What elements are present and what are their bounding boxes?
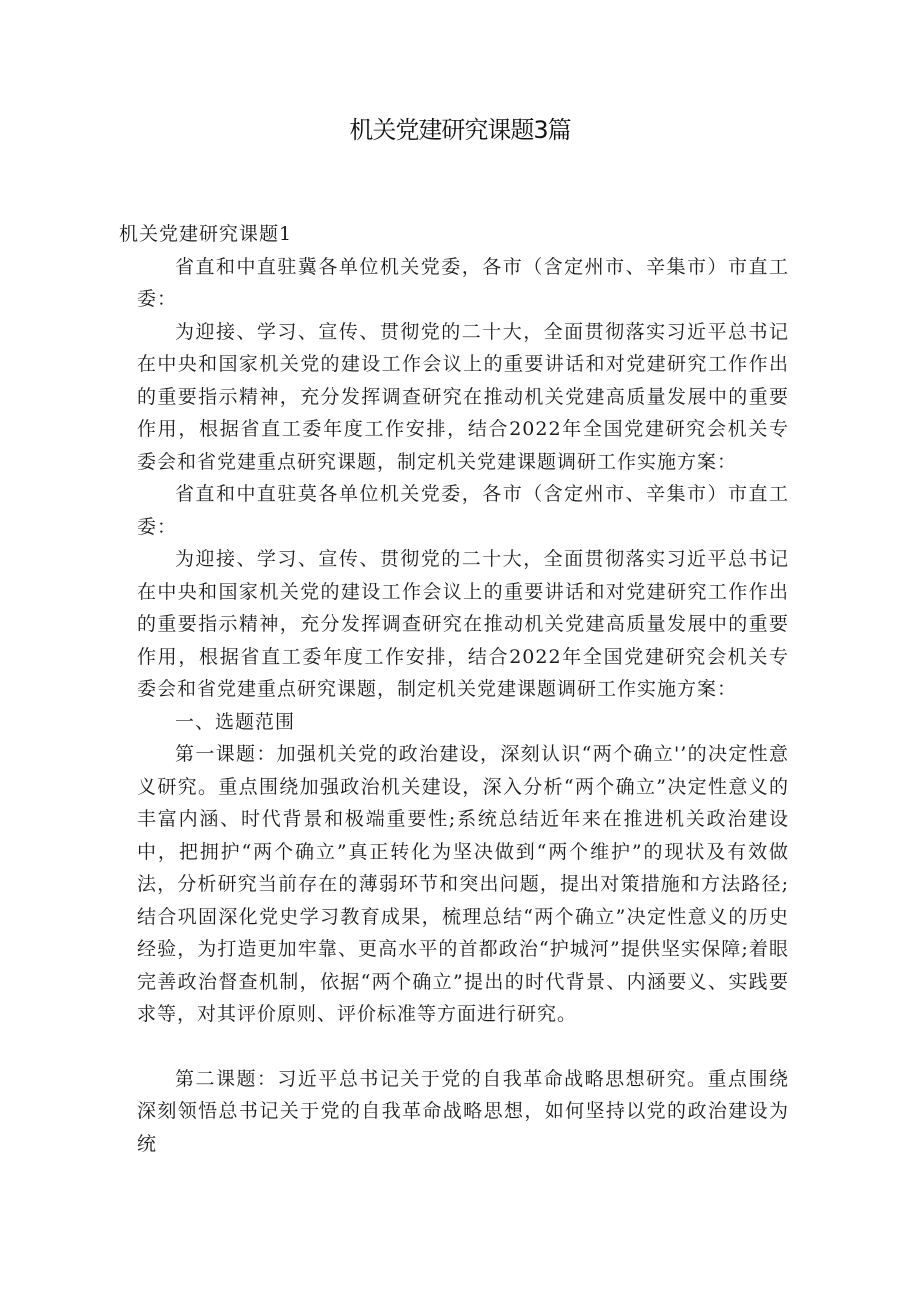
paragraph-addressee-1: 省直和中直驻冀各单位机关党委，各市（含定州市、辛集市）市直工委：	[137, 255, 789, 310]
paragraph-addressee-2: 省直和中直驻莫各单位机关党委，各市（含定州市、辛集市）市直工委：	[137, 483, 789, 538]
heading-topic-scope: 一、选题范围	[175, 710, 296, 733]
paragraph-intro-2: 为迎接、学习、宣传、贯彻党的二十大，全面贯彻落实习近平总书记在中央和国家机关党的建设工作会议上的重要讲话和对党建研究工作作出的重要指示精神，充分发挥调查研究在推动机关党建高质量发展中的重要作用，根据省直工委年度工作安排，结合2022年全国党建研究会机关专委会和省党建重点研究课题，制定机关党建课题调研工作实施方案：	[137, 548, 789, 700]
paragraph-intro-1: 为迎接、学习、宣传、贯彻党的二十大，全面贯彻落实习近平总书记在中央和国家机关党的建设工作会议上的重要讲话和对党建研究工作作出的重要指示精神，充分发挥调查研究在推动机关党建高质量发展中的重要作用，根据省直工委年度工作安排，结合2022年全国党建研究会机关专委会和省党建重点研究课题，制定机关党建课题调研工作实施方案：	[137, 320, 789, 473]
section-heading: 机关党建研究课题1	[119, 223, 293, 245]
paragraph-topic-2: 第二课题：习近平总书记关于党的自我革命战略思想研究。重点围绕深刻领悟总书记关于党的自我革命战略思想，如何坚持以党的政治建设为统	[137, 1067, 789, 1155]
paragraph-topic-1: 第一课题：加强机关党的政治建设，深刻认识“两个确立'’的决定性意义研究。重点围绕加强政治机关建设，深入分析“两个确立”决定性意义的丰富内涵、时代背景和极端重要性;系统总结近年来在推进机关政治建设中，把拥护“两个确立”真正转化为坚决做到“两个维护”的现状及有效做法，分析研究当前存在的薄弱环节和突出问题，提出对策措施和方法路径;结合巩固深化党史学习教育成果，梳理总结“两个确立”决定性意义的历史经验，为打造更加牢靠、更高水平的首都政治“护城河”提供坚实保障;着眼完善政治督查机制，依据“两个确立”提出的时代背景、内涵要义、实践要求等，对其评价原则、评价标准等方面进行研究。	[137, 743, 789, 1025]
document-title: 机关党建研究课题3篇	[349, 116, 571, 144]
document-body	[119, 218, 789, 1160]
